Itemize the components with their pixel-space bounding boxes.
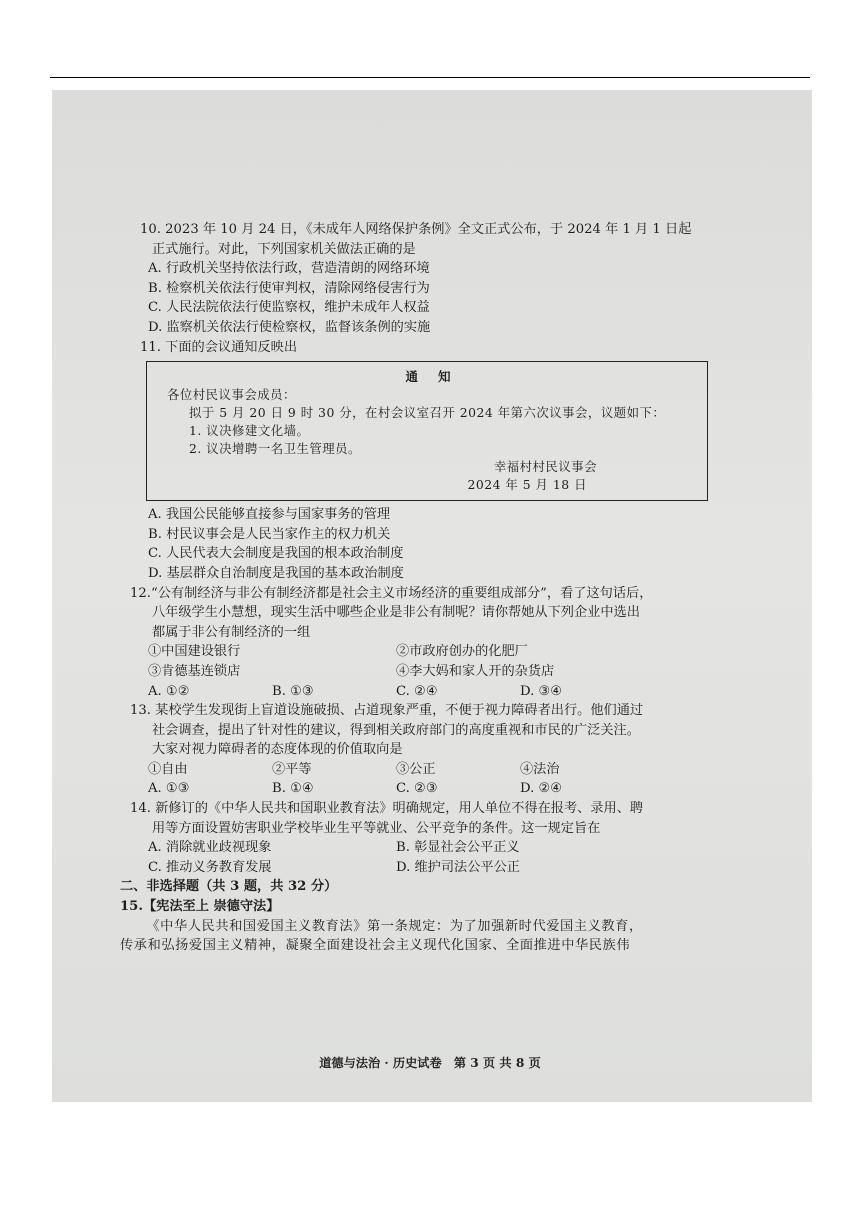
question-11 xyxy=(140,338,700,584)
options-row xyxy=(140,779,700,799)
option-b: B. ①③ xyxy=(272,683,314,699)
question-stem: 社会调查，提出了针对性的建议，得到相关政府部门的高度重视和市民的广泛关注。 xyxy=(152,722,640,738)
items-row xyxy=(140,760,700,780)
page-footer: 道德与法治 · 历史试卷 第 3 页 共 8 页 xyxy=(319,1056,541,1070)
question-stem: 14. 新修订的《中华人民共和国职业教育法》明确规定，用人单位不得在报考、录用、聘 xyxy=(130,801,644,817)
option-b: B. 检察机关依法行使审判权，清除网络侵害行为 xyxy=(148,280,430,296)
option-c: C. 人民法院依法行使监察权，维护未成年人权益 xyxy=(148,300,430,316)
option-b: B. ①④ xyxy=(272,781,314,797)
question-14 xyxy=(130,799,700,877)
option-c: C. ②③ xyxy=(396,781,438,797)
items-row xyxy=(140,642,700,662)
option-b: B. 村民议事会是人民当家作主的权力机关 xyxy=(148,526,391,542)
items-row xyxy=(140,662,700,682)
question-stem: 八年级学生小慧想，现实生活中哪些企业是非公有制呢？请你帮她从下列企业中选出 xyxy=(152,605,640,621)
option-c: C. 推动义务教育发展 xyxy=(148,859,272,875)
question-10 xyxy=(140,220,700,338)
item: ④李大妈和家人开的杂货店 xyxy=(396,663,555,679)
item: ④法治 xyxy=(520,761,560,777)
meeting-notice-box xyxy=(146,361,708,501)
item: ③肯德基连锁店 xyxy=(148,663,241,679)
option-c: C. ②④ xyxy=(396,683,438,699)
option-d: D. 监察机关依法行使检察权，监督该条例的实施 xyxy=(148,319,431,335)
option-d: D. 维护司法公平公正 xyxy=(396,859,520,875)
question-stem: 正式施行。对此，下列国家机关做法正确的是 xyxy=(152,241,416,257)
top-rule xyxy=(50,77,810,78)
question-stem: 用等方面设置妨害职业学校毕业生平等就业、公平竞争的条件。这一规定旨在 xyxy=(152,820,601,836)
notice-greeting: 各位村民议事会成员： xyxy=(167,387,296,403)
option-a: A. ①③ xyxy=(148,781,190,797)
option-b: B. 彰显社会公平正义 xyxy=(396,840,520,856)
question-stem: 都属于非公有制经济的一组 xyxy=(152,624,311,640)
question-stem: 11. 下面的会议通知反映出 xyxy=(140,339,298,355)
options-row xyxy=(140,838,700,858)
item: ②市政府创办的化肥厂 xyxy=(396,644,528,660)
question-title: 15.【宪法至上 崇德守法】 xyxy=(120,899,280,915)
option-a: A. ①② xyxy=(148,683,190,699)
option-d: D. 基层群众自治制度是我国的基本政治制度 xyxy=(148,565,404,581)
option-a: A. 消除就业歧视现象 xyxy=(148,840,272,856)
item: ②平等 xyxy=(272,761,312,777)
question-13 xyxy=(130,701,700,799)
exam-content xyxy=(120,220,700,956)
option-a: A. 行政机关坚持依法行政，营造清朗的网络环境 xyxy=(148,261,430,277)
options-row xyxy=(140,858,700,878)
section-heading: 二、非选择题（共 3 题，共 32 分） xyxy=(120,879,338,895)
option-d: D. ③④ xyxy=(520,683,563,699)
question-stem: 12.“公有制经济与非公有制经济都是社会主义市场经济的重要组成部分”，看了这句话后， xyxy=(130,585,653,601)
notice-item: 1. 议决修建文化墙。 xyxy=(189,423,310,439)
option-a: A. 我国公民能够直接参与国家事务的管理 xyxy=(148,507,391,523)
item: ①中国建设银行 xyxy=(148,644,241,660)
question-15 xyxy=(120,897,700,956)
option-c: C. 人民代表大会制度是我国的根本政治制度 xyxy=(148,546,404,562)
options-row xyxy=(140,682,700,702)
question-stem: 大家对视力障碍者的态度体现的价值取向是 xyxy=(152,742,403,758)
question-stem: 10. 2023 年 10 月 24 日，《未成年人网络保护条例》全文正式公布，于 2024 年 1 月 1 日起 xyxy=(140,222,692,237)
item: ①自由 xyxy=(148,761,188,777)
paragraph: 《中华人民共和国爱国主义教育法》第一条规定：为了加强新时代爱国主义教育， xyxy=(146,918,643,934)
question-12 xyxy=(130,584,700,702)
item: ③公正 xyxy=(396,761,436,777)
notice-body: 拟于 5 月 20 日 9 时 30 分，在村会议室召开 2024 年第六次议事会，议题如下： xyxy=(189,405,666,421)
option-d: D. ②④ xyxy=(520,781,563,797)
notice-item: 2. 议决增聘一名卫生管理员。 xyxy=(189,441,361,457)
notice-signature: 幸福村村民议事会 xyxy=(493,459,597,475)
question-stem: 13. 某校学生发现街上盲道设施破损、占道现象严重，不便于视力障碍者出行。他们通过 xyxy=(130,703,644,719)
paragraph: 传承和弘扬爱国主义精神，凝聚全面建设社会主义现代化国家、全面推进中华民族伟 xyxy=(120,938,631,954)
notice-title: 通 知 xyxy=(405,369,459,385)
notice-date: 2024 年 5 月 18 日 xyxy=(467,477,587,493)
